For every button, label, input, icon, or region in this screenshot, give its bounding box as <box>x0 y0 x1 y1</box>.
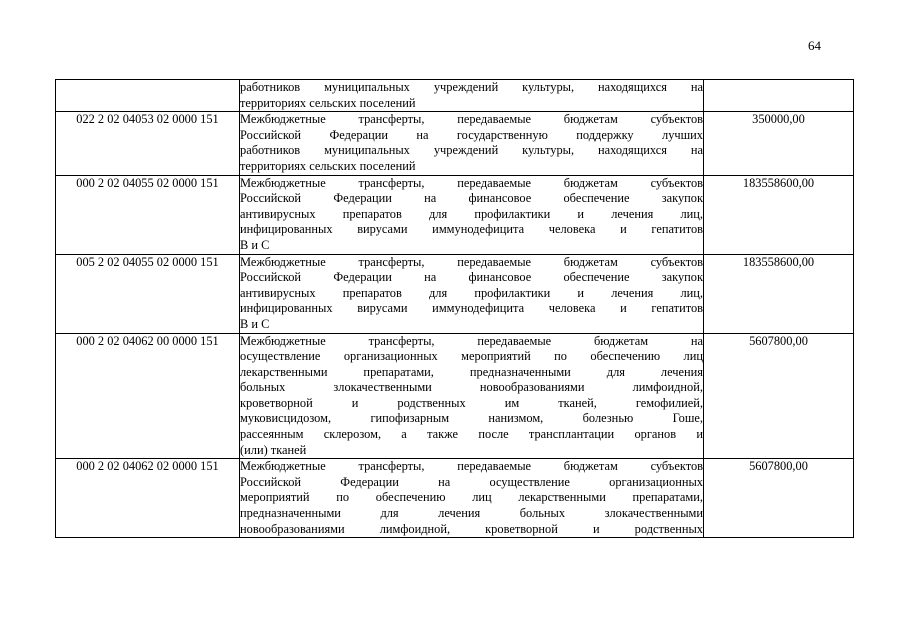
budget-code-cell <box>56 80 240 112</box>
amount-cell: 183558600,00 <box>704 175 854 254</box>
description-cell <box>240 80 704 112</box>
description-cell <box>240 175 704 254</box>
description-line: антивирусных препаратов для профилактики и лечения лиц, <box>240 206 703 221</box>
table-row <box>56 175 854 254</box>
description-line: Межбюджетные трансферты, передаваемые бюджетам субъектов <box>240 254 703 269</box>
amount-cell: 350000,00 <box>704 112 854 175</box>
table-row <box>56 254 854 333</box>
description-line: новообразованиями лимфоидной, кроветворной и родственных <box>240 521 703 536</box>
budget-code-cell: 000 2 02 04062 02 0000 151 <box>56 459 240 538</box>
table-row <box>56 80 854 112</box>
description-line: В и С <box>240 237 270 252</box>
budget-code-cell: 000 2 02 04055 02 0000 151 <box>56 175 240 254</box>
budget-code-cell: 005 2 02 04055 02 0000 151 <box>56 254 240 333</box>
description-cell <box>240 112 704 175</box>
description-line: Российской Федерации на финансовое обеспечение закупок <box>240 191 703 206</box>
description-line: Межбюджетные трансферты, передаваемые бюджетам субъектов <box>240 112 703 127</box>
description-line: предназначенными для лечения больных злокачественными <box>240 506 703 521</box>
description-line: Российской Федерации на финансовое обеспечение закупок <box>240 270 703 285</box>
description-line: Межбюджетные трансферты, передаваемые бюджетам субъектов <box>240 175 703 190</box>
table-row <box>56 459 854 538</box>
description-line: (или) тканей <box>240 442 307 457</box>
description-line: антивирусных препаратов для профилактики и лечения лиц, <box>240 285 703 300</box>
description-line: В и С <box>240 316 270 331</box>
budget-code-cell: 022 2 02 04053 02 0000 151 <box>56 112 240 175</box>
description-line: работников муниципальных учреждений культуры, находящихся на <box>240 80 703 94</box>
description-line: Российской Федерации на осуществление организационных <box>240 474 703 489</box>
description-line: муковисцидозом, гипофизарным нанизмом, болезнью Гоше, <box>240 411 703 426</box>
description-line: больных злокачественными новообразованиями лимфоидной, <box>240 380 703 395</box>
description-cell <box>240 333 704 459</box>
amount-cell <box>704 80 854 112</box>
description-line: инфицированных вирусами иммунодефицита человека и гепатитов <box>240 301 703 316</box>
description-line: территориях сельских поселений <box>240 95 416 110</box>
description-line: территориях сельских поселений <box>240 158 416 173</box>
description-line: Российской Федерации на государственную поддержку лучших <box>240 127 703 142</box>
budget-table-body <box>56 80 854 538</box>
description-line: инфицированных вирусами иммунодефицита человека и гепатитов <box>240 222 703 237</box>
page-number: 64 <box>808 38 821 53</box>
table-row <box>56 112 854 175</box>
description-line: работников муниципальных учреждений культуры, находящихся на <box>240 143 703 158</box>
amount-cell: 5607800,00 <box>704 333 854 459</box>
description-line: мероприятий по обеспечению лиц лекарственными препаратами, <box>240 490 703 505</box>
description-line: кроветворной и родственных им тканей, гемофилией, <box>240 395 703 410</box>
description-line: лекарственными препаратами, предназначенными для лечения <box>240 364 703 379</box>
amount-cell: 183558600,00 <box>704 254 854 333</box>
budget-code-cell: 000 2 02 04062 00 0000 151 <box>56 333 240 459</box>
description-line: Межбюджетные трансферты, передаваемые бюджетам на <box>240 333 703 348</box>
amount-cell: 5607800,00 <box>704 459 854 538</box>
description-line: Межбюджетные трансферты, передаваемые бюджетам субъектов <box>240 459 703 474</box>
budget-table <box>55 79 854 538</box>
description-line: рассеянным склерозом, а также после трансплантации органов и <box>240 427 703 442</box>
description-line: осуществление организационных мероприятий по обеспечению лиц <box>240 349 703 364</box>
table-row <box>56 333 854 459</box>
description-cell <box>240 254 704 333</box>
description-cell <box>240 459 704 538</box>
